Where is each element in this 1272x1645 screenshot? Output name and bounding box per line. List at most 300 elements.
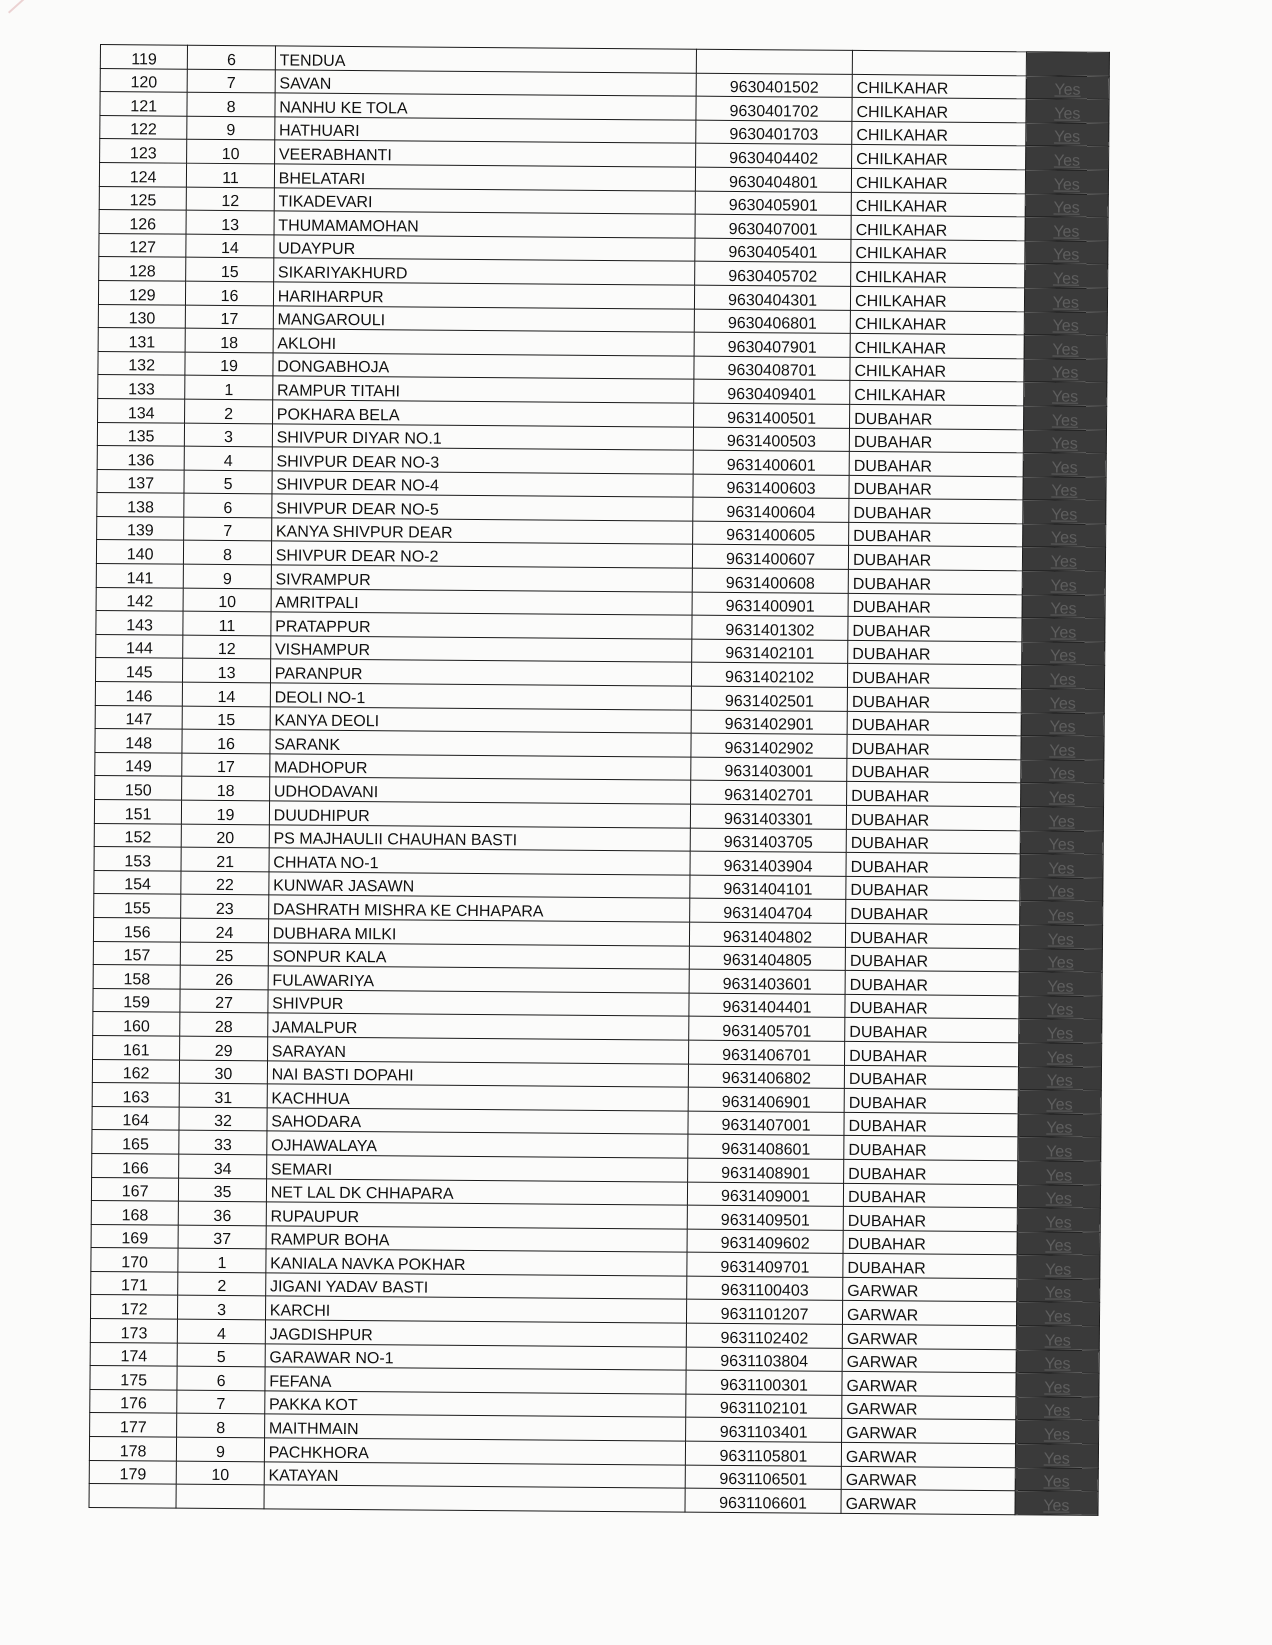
- status-cell: Yes: [1022, 618, 1105, 642]
- school-name-cell: KARCHI: [265, 1296, 686, 1323]
- block-name-cell: CHILKAHAR: [851, 168, 1025, 193]
- serial-number-cell: 127: [99, 233, 187, 257]
- block-name-cell: DUBAHAR: [843, 1254, 1017, 1279]
- code-number-cell: 9631106501: [685, 1465, 841, 1490]
- code-number-cell: 9631404101: [690, 875, 846, 900]
- school-name-cell: SHIVPUR: [268, 990, 689, 1017]
- school-name-cell: UDAYPUR: [274, 235, 695, 262]
- code-number-cell: 9631408601: [688, 1134, 844, 1159]
- school-name-cell: PAKKA KOT: [264, 1391, 685, 1418]
- school-name-cell: DONGABHOJA: [273, 353, 694, 380]
- block-serial-cell: 3: [185, 423, 273, 447]
- serial-number-cell: 133: [98, 375, 186, 399]
- status-cell: Yes: [1026, 99, 1109, 123]
- block-serial-cell: 10: [177, 1461, 265, 1485]
- serial-number-cell: 139: [97, 516, 185, 540]
- block-serial-cell: 37: [178, 1225, 266, 1249]
- block-serial-cell: 5: [177, 1343, 265, 1367]
- code-number-cell: 9631408901: [688, 1158, 844, 1183]
- block-serial-cell: 13: [186, 210, 274, 234]
- code-number-cell: [696, 49, 852, 74]
- block-serial-cell: 6: [188, 45, 276, 69]
- block-name-cell: GARWAR: [843, 1277, 1017, 1302]
- block-name-cell: CHILKAHAR: [852, 74, 1026, 99]
- code-number-cell: 9631400501: [694, 403, 850, 428]
- status-cell: Yes: [1015, 1444, 1098, 1468]
- block-serial-cell: 14: [183, 682, 271, 706]
- serial-number-cell: 134: [98, 398, 186, 422]
- block-serial-cell: 19: [185, 352, 273, 376]
- block-serial-cell: 27: [180, 989, 268, 1013]
- code-number-cell: 9631106601: [685, 1488, 841, 1513]
- school-name-cell: DEOLI NO-1: [270, 683, 691, 710]
- school-name-cell: PACHKHORA: [264, 1438, 685, 1465]
- block-serial-cell: 16: [186, 281, 274, 305]
- serial-number-cell: 164: [92, 1106, 180, 1130]
- serial-number-cell: 156: [93, 917, 181, 941]
- code-number-cell: 9631409602: [687, 1229, 843, 1254]
- block-serial-cell: 25: [181, 942, 269, 966]
- code-number-cell: 9630407901: [694, 332, 850, 357]
- status-cell: Yes: [1023, 406, 1106, 430]
- block-serial-cell: 11: [187, 163, 275, 187]
- code-number-cell: 9630404301: [694, 285, 850, 310]
- code-number-cell: 9630408701: [694, 356, 850, 381]
- school-name-cell: KATAYAN: [264, 1461, 685, 1488]
- school-name-cell: SIVRAMPUR: [271, 565, 692, 592]
- code-number-cell: 9631409001: [687, 1182, 843, 1207]
- school-name-cell: NET LAL DK CHHAPARA: [266, 1178, 687, 1205]
- block-name-cell: DUBAHAR: [848, 664, 1022, 689]
- block-serial-cell: 24: [181, 918, 269, 942]
- serial-number-cell: 154: [94, 870, 182, 894]
- code-number-cell: 9630405401: [695, 238, 851, 263]
- school-name-cell: AMRITPALI: [271, 589, 692, 616]
- status-cell: Yes: [1017, 1208, 1100, 1232]
- block-name-cell: GARWAR: [842, 1324, 1016, 1349]
- school-name-cell: SHIVPUR DIYAR NO.1: [272, 423, 693, 450]
- status-cell: Yes: [1020, 854, 1103, 878]
- code-number-cell: 9630407001: [695, 214, 851, 239]
- status-cell: Yes: [1025, 170, 1108, 194]
- block-serial-cell: [176, 1484, 264, 1508]
- status-cell: Yes: [1024, 264, 1107, 288]
- status-cell: Yes: [1021, 736, 1104, 760]
- serial-number-cell: 163: [92, 1083, 180, 1107]
- block-name-cell: CHILKAHAR: [850, 310, 1024, 335]
- code-number-cell: 9631100301: [686, 1370, 842, 1395]
- status-cell: Yes: [1019, 901, 1102, 925]
- school-name-cell: NAI BASTI DOPAHI: [267, 1060, 688, 1087]
- school-name-cell: KUNWAR JASAWN: [269, 872, 690, 899]
- status-cell: Yes: [1022, 547, 1105, 571]
- school-name-cell: MAITHMAIN: [264, 1414, 685, 1441]
- code-number-cell: 9631402102: [692, 663, 848, 688]
- serial-number-cell: 125: [99, 186, 187, 210]
- block-name-cell: DUBAHAR: [843, 1230, 1017, 1255]
- block-serial-cell: 8: [177, 1414, 265, 1438]
- block-serial-cell: 26: [180, 965, 268, 989]
- block-name-cell: DUBAHAR: [848, 546, 1022, 571]
- block-name-cell: DUBAHAR: [848, 640, 1022, 665]
- code-number-cell: 9630406801: [694, 309, 850, 334]
- block-name-cell: DUBAHAR: [848, 593, 1022, 618]
- school-name-cell: SIKARIYAKHURD: [273, 258, 694, 285]
- status-cell: Yes: [1021, 665, 1104, 689]
- block-name-cell: CHILKAHAR: [850, 381, 1024, 406]
- block-serial-cell: 14: [186, 234, 274, 258]
- status-cell: Yes: [1024, 358, 1107, 382]
- school-name-cell: SARANK: [270, 730, 691, 757]
- code-number-cell: 9631400604: [693, 497, 849, 522]
- school-name-cell: HATHUARI: [274, 117, 695, 144]
- school-name-cell: POKHARA BELA: [272, 400, 693, 427]
- serial-number-cell: 119: [100, 45, 188, 69]
- code-number-cell: 9631403001: [691, 757, 847, 782]
- status-cell: Yes: [1024, 335, 1107, 359]
- serial-number-cell: 152: [94, 823, 182, 847]
- block-name-cell: DUBAHAR: [847, 735, 1021, 760]
- code-number-cell: 9631100403: [687, 1276, 843, 1301]
- school-name-cell: SONPUR KALA: [268, 942, 689, 969]
- block-serial-cell: 3: [178, 1296, 266, 1320]
- code-number-cell: 9631400608: [692, 568, 848, 593]
- status-cell: Yes: [1025, 123, 1108, 147]
- block-name-cell: DUBAHAR: [844, 1159, 1018, 1184]
- school-name-cell: SARAYAN: [267, 1037, 688, 1064]
- block-name-cell: CHILKAHAR: [851, 239, 1025, 264]
- status-cell: Yes: [1025, 217, 1108, 241]
- block-serial-cell: 7: [177, 1390, 265, 1414]
- code-number-cell: 9631403904: [690, 851, 846, 876]
- status-cell: Yes: [1019, 948, 1102, 972]
- status-cell: Yes: [1017, 1255, 1100, 1279]
- serial-number-cell: 150: [95, 776, 183, 800]
- code-number-cell: 9630401502: [696, 73, 852, 98]
- code-number-cell: 9630401703: [696, 120, 852, 145]
- code-number-cell: 9631403301: [690, 804, 846, 829]
- code-number-cell: 9631400601: [693, 450, 849, 475]
- serial-number-cell: 129: [98, 280, 186, 304]
- status-cell: Yes: [1016, 1302, 1099, 1326]
- school-name-cell: VEERABHANTI: [274, 140, 695, 167]
- block-serial-cell: 10: [183, 588, 271, 612]
- block-name-cell: DUBAHAR: [845, 971, 1019, 996]
- school-name-cell: KACHHUA: [267, 1084, 688, 1111]
- serial-number-cell: 135: [97, 422, 185, 446]
- code-number-cell: 9631404805: [689, 946, 845, 971]
- block-name-cell: GARWAR: [842, 1419, 1016, 1444]
- serial-number-cell: 172: [90, 1295, 178, 1319]
- status-cell: Yes: [1018, 1066, 1101, 1090]
- serial-number-cell: [89, 1484, 177, 1508]
- school-name-cell: UDHODAVANI: [269, 777, 690, 804]
- serial-number-cell: 121: [100, 92, 188, 116]
- school-name-cell: KANIALA NAVKA POKHAR: [266, 1249, 687, 1276]
- serial-number-cell: 166: [92, 1153, 180, 1177]
- serial-number-cell: 144: [96, 634, 184, 658]
- status-cell: [1026, 52, 1109, 76]
- school-list-table: [89, 44, 1110, 1516]
- block-name-cell: DUBAHAR: [845, 994, 1019, 1019]
- block-serial-cell: 28: [180, 1013, 268, 1037]
- block-serial-cell: 4: [178, 1319, 266, 1343]
- school-name-cell: TENDUA: [275, 46, 696, 73]
- serial-number-cell: 165: [92, 1130, 180, 1154]
- status-cell: Yes: [1021, 689, 1104, 713]
- block-serial-cell: 2: [178, 1272, 266, 1296]
- block-serial-cell: 10: [187, 140, 275, 164]
- block-serial-cell: 35: [179, 1178, 267, 1202]
- status-cell: Yes: [1024, 288, 1107, 312]
- block-serial-cell: 21: [181, 847, 269, 871]
- code-number-cell: 9631404401: [689, 993, 845, 1018]
- code-number-cell: 9630404801: [695, 167, 851, 192]
- status-cell: Yes: [1018, 1113, 1101, 1137]
- code-number-cell: 9631404802: [689, 922, 845, 947]
- block-serial-cell: 12: [187, 187, 275, 211]
- status-cell: Yes: [1015, 1491, 1098, 1515]
- school-name-cell: MANGAROULI: [273, 305, 694, 332]
- block-serial-cell: 4: [185, 446, 273, 470]
- status-cell: Yes: [1015, 1467, 1098, 1491]
- code-number-cell: 9631404704: [690, 899, 846, 924]
- status-cell: Yes: [1018, 1090, 1101, 1114]
- school-name-cell: SAVAN: [275, 69, 696, 96]
- block-serial-cell: 32: [179, 1107, 267, 1131]
- serial-number-cell: 160: [93, 1012, 181, 1036]
- school-name-cell: CHHATA NO-1: [269, 848, 690, 875]
- serial-number-cell: 122: [100, 115, 188, 139]
- school-name-cell: DUBHARA MILKI: [268, 919, 689, 946]
- block-serial-cell: 6: [177, 1366, 265, 1390]
- status-cell: Yes: [1023, 453, 1106, 477]
- school-name-cell: THUMAMAMOHAN: [274, 211, 695, 238]
- serial-number-cell: 123: [100, 139, 188, 163]
- block-name-cell: DUBAHAR: [844, 1112, 1018, 1137]
- block-serial-cell: 13: [183, 659, 271, 683]
- school-name-cell: SEMARI: [266, 1155, 687, 1182]
- block-serial-cell: 34: [179, 1154, 267, 1178]
- school-name-cell: RUPAUPUR: [266, 1202, 687, 1229]
- code-number-cell: 9631403705: [690, 828, 846, 853]
- block-serial-cell: 11: [183, 611, 271, 635]
- code-number-cell: 9631407001: [688, 1111, 844, 1136]
- status-cell: Yes: [1021, 642, 1104, 666]
- school-name-cell: KANYA DEOLI: [270, 706, 691, 733]
- status-cell: Yes: [1022, 524, 1105, 548]
- serial-number-cell: 155: [94, 894, 182, 918]
- block-serial-cell: 7: [184, 517, 272, 541]
- block-name-cell: DUBAHAR: [844, 1065, 1018, 1090]
- school-name-cell: MADHOPUR: [269, 754, 690, 781]
- serial-number-cell: 145: [95, 658, 183, 682]
- block-serial-cell: 12: [183, 635, 271, 659]
- serial-number-cell: 179: [89, 1460, 177, 1484]
- block-name-cell: CHILKAHAR: [852, 145, 1026, 170]
- serial-number-cell: 148: [95, 729, 183, 753]
- status-cell: Yes: [1015, 1420, 1098, 1444]
- school-name-cell: JAMALPUR: [267, 1013, 688, 1040]
- school-name-cell: TIKADEVARI: [274, 187, 695, 214]
- block-name-cell: DUBAHAR: [846, 853, 1020, 878]
- status-cell: Yes: [1017, 1184, 1100, 1208]
- school-name-cell: FEFANA: [265, 1367, 686, 1394]
- block-name-cell: DUBAHAR: [845, 923, 1019, 948]
- status-cell: Yes: [1021, 712, 1104, 736]
- school-name-cell: DUUDHIPUR: [269, 801, 690, 828]
- code-number-cell: 9631402701: [691, 781, 847, 806]
- serial-number-cell: 132: [98, 351, 186, 375]
- code-number-cell: 9631103804: [686, 1347, 842, 1372]
- code-number-cell: 9630404402: [696, 144, 852, 169]
- block-name-cell: CHILKAHAR: [851, 216, 1025, 241]
- code-number-cell: 9631409701: [687, 1252, 843, 1277]
- block-name-cell: GARWAR: [841, 1490, 1015, 1515]
- serial-number-cell: 146: [95, 682, 183, 706]
- status-cell: Yes: [1023, 476, 1106, 500]
- status-cell: Yes: [1015, 1397, 1098, 1421]
- code-number-cell: 9631402501: [691, 686, 847, 711]
- status-cell: Yes: [1026, 75, 1109, 99]
- block-serial-cell: 31: [180, 1083, 268, 1107]
- code-number-cell: 9631406901: [688, 1087, 844, 1112]
- status-cell: Yes: [1016, 1373, 1099, 1397]
- block-serial-cell: 17: [182, 753, 270, 777]
- code-number-cell: 9630401702: [696, 96, 852, 121]
- serial-number-cell: 178: [89, 1436, 177, 1460]
- code-number-cell: 9631400503: [693, 427, 849, 452]
- status-cell: Yes: [1016, 1349, 1099, 1373]
- school-name-cell: VISHAMPUR: [270, 636, 691, 663]
- school-name-cell: NANHU KE TOLA: [275, 93, 696, 120]
- block-name-cell: DUBAHAR: [848, 617, 1022, 642]
- serial-number-cell: 167: [91, 1177, 179, 1201]
- code-number-cell: 9630405702: [695, 262, 851, 287]
- status-cell: Yes: [1023, 429, 1106, 453]
- serial-number-cell: 175: [90, 1366, 178, 1390]
- block-name-cell: DUBAHAR: [847, 758, 1021, 783]
- serial-number-cell: 176: [90, 1389, 178, 1413]
- code-number-cell: 9631400607: [692, 545, 848, 570]
- block-name-cell: CHILKAHAR: [851, 263, 1025, 288]
- code-number-cell: 9631102402: [686, 1323, 842, 1348]
- block-name-cell: GARWAR: [843, 1301, 1017, 1326]
- block-name-cell: CHILKAHAR: [852, 98, 1026, 123]
- block-serial-cell: 9: [177, 1437, 265, 1461]
- code-number-cell: 9631402902: [691, 733, 847, 758]
- block-name-cell: DUBAHAR: [850, 404, 1024, 429]
- school-name-cell: RAMPUR BOHA: [266, 1226, 687, 1253]
- school-name-cell: HARIHARPUR: [273, 282, 694, 309]
- block-name-cell: DUBAHAR: [849, 428, 1023, 453]
- block-serial-cell: 29: [180, 1036, 268, 1060]
- code-number-cell: 9631401302: [692, 615, 848, 640]
- serial-number-cell: 128: [99, 257, 187, 281]
- block-name-cell: GARWAR: [841, 1466, 1015, 1491]
- code-number-cell: 9630405901: [695, 191, 851, 216]
- block-name-cell: DUBAHAR: [844, 1089, 1018, 1114]
- block-serial-cell: 8: [187, 92, 275, 116]
- status-cell: Yes: [1020, 807, 1103, 831]
- serial-number-cell: 137: [97, 469, 185, 493]
- block-serial-cell: 1: [178, 1248, 266, 1272]
- block-name-cell: DUBAHAR: [845, 1018, 1019, 1043]
- school-name-cell: RAMPUR TITAHI: [272, 376, 693, 403]
- block-name-cell: GARWAR: [842, 1372, 1016, 1397]
- serial-number-cell: 120: [100, 68, 188, 92]
- block-name-cell: [852, 50, 1026, 75]
- block-serial-cell: 8: [184, 541, 272, 565]
- block-serial-cell: 23: [181, 895, 269, 919]
- block-serial-cell: 17: [186, 305, 274, 329]
- school-name-cell: FULAWARIYA: [268, 966, 689, 993]
- status-cell: Yes: [1020, 878, 1103, 902]
- serial-number-cell: 126: [99, 210, 187, 234]
- serial-number-cell: 162: [92, 1059, 180, 1083]
- block-serial-cell: 18: [182, 777, 270, 801]
- block-serial-cell: 15: [182, 706, 270, 730]
- status-cell: Yes: [1022, 571, 1105, 595]
- code-number-cell: 9631103401: [686, 1418, 842, 1443]
- block-serial-cell: 9: [184, 564, 272, 588]
- school-name-cell: SHIVPUR DEAR NO-3: [272, 447, 693, 474]
- school-name-cell: [264, 1485, 685, 1512]
- status-cell: Yes: [1019, 925, 1102, 949]
- block-name-cell: GARWAR: [842, 1395, 1016, 1420]
- status-cell: Yes: [1025, 241, 1108, 265]
- serial-number-cell: 170: [91, 1248, 179, 1272]
- status-cell: Yes: [1019, 972, 1102, 996]
- serial-number-cell: 136: [97, 446, 185, 470]
- block-name-cell: DUBAHAR: [846, 900, 1020, 925]
- serial-number-cell: 173: [90, 1319, 178, 1343]
- serial-number-cell: 169: [91, 1224, 179, 1248]
- block-name-cell: CHILKAHAR: [850, 286, 1024, 311]
- code-number-cell: 9631105801: [685, 1441, 841, 1466]
- block-serial-cell: 33: [179, 1130, 267, 1154]
- serial-number-cell: 141: [96, 564, 184, 588]
- block-serial-cell: 6: [184, 493, 272, 517]
- serial-number-cell: 140: [96, 540, 184, 564]
- code-number-cell: 9631102101: [686, 1394, 842, 1419]
- school-name-cell: KANYA SHIVPUR DEAR: [271, 518, 692, 545]
- block-name-cell: DUBAHAR: [844, 1136, 1018, 1161]
- block-name-cell: CHILKAHAR: [852, 121, 1026, 146]
- status-cell: Yes: [1016, 1279, 1099, 1303]
- serial-number-cell: 159: [93, 988, 181, 1012]
- block-serial-cell: 1: [185, 375, 273, 399]
- serial-number-cell: 157: [93, 941, 181, 965]
- school-name-cell: JIGANI YADAV BASTI: [265, 1273, 686, 1300]
- block-name-cell: DUBAHAR: [847, 711, 1021, 736]
- school-name-cell: OJHAWALAYA: [267, 1131, 688, 1158]
- school-name-cell: BHELATARI: [274, 164, 695, 191]
- block-serial-cell: 20: [182, 824, 270, 848]
- status-cell: Yes: [1025, 146, 1108, 170]
- block-serial-cell: 7: [187, 69, 275, 93]
- block-name-cell: DUBAHAR: [846, 805, 1020, 830]
- school-name-cell: PRATAPPUR: [271, 612, 692, 639]
- block-name-cell: DUBAHAR: [849, 451, 1023, 476]
- serial-number-cell: 143: [96, 611, 184, 635]
- serial-number-cell: 142: [96, 587, 184, 611]
- code-number-cell: 9631400603: [693, 474, 849, 499]
- school-name-cell: PARANPUR: [270, 659, 691, 686]
- block-name-cell: CHILKAHAR: [851, 192, 1025, 217]
- serial-number-cell: 131: [98, 328, 186, 352]
- serial-number-cell: 177: [90, 1413, 178, 1437]
